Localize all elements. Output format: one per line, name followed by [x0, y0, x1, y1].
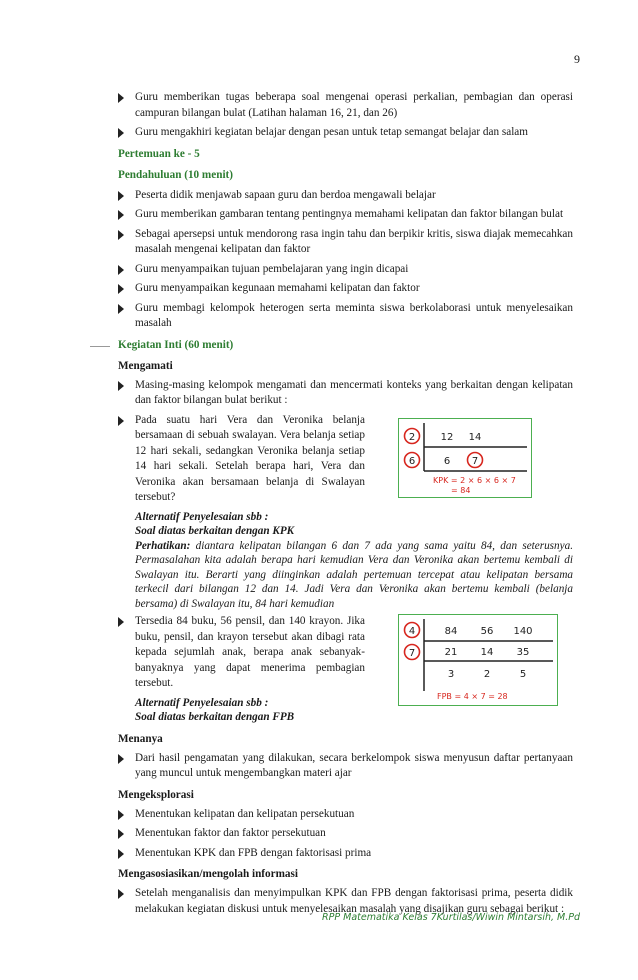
bullet-triangle-icon [118, 191, 124, 201]
bullet-triangle-icon [118, 829, 124, 839]
bullet-triangle-icon [118, 284, 124, 294]
list-item: Menentukan faktor dan faktor persekutuan [118, 826, 573, 842]
cell-value: 14 [468, 432, 482, 443]
kpk-result: = 84 [451, 486, 471, 495]
page-number: 9 [574, 52, 580, 66]
cell-value: 6 [443, 456, 451, 467]
note-text: diantara kelipatan bilangan 6 dan 7 ada yang sama yaitu 84, dan seterusnya. Permasalahan kita adalah berapa hari kemudian Vera dan Veronika akan bertemu kembali di Swalayan itu. Berarti yang diinginkan adalah pertemuan tercepat atau kelipatan bersama terkecil dari bilangan 12 dan 14. Jadi Vera dan Veronika akan bertemu kembali (belanja bersama) di Swalayan itu, 84 hari kemudian [135, 539, 573, 610]
cell-value: 5 [519, 669, 527, 680]
cell-value: 21 [444, 647, 458, 658]
kpk-figure [398, 418, 532, 498]
bullet-triangle-icon [118, 416, 124, 426]
bullet-triangle-icon [118, 210, 124, 220]
list-item: Menentukan KPK dan FPB dengan faktorisasi prima [118, 846, 573, 862]
problem-1-topic: Soal diatas berkaitan dengan KPK [135, 525, 295, 537]
list-item: Dari hasil pengamatan yang dilakukan, secara berkelompok siswa menyusun daftar pertanyaan yang muncul untuk mengembangkan materi ajar [118, 751, 573, 782]
cell-value: 3 [447, 669, 455, 680]
divisor-label: 7 [408, 648, 416, 659]
bullet-triangle-icon [118, 230, 124, 240]
associate-title: Mengasosiasikan/mengolah informasi [118, 868, 298, 880]
list-item: Peserta didik menjawab sapaan guru dan berdoa mengawali belajar [118, 188, 573, 204]
divisor-label: 4 [408, 626, 416, 637]
note-label: Perhatikan: [135, 539, 191, 552]
margin-rule [90, 346, 110, 347]
divisor-label: 6 [408, 456, 416, 467]
list-item: Setelah menganalisis dan menyimpulkan KPK dan FPB dengan faktorisasi prima, peserta didik melakukan kegiatan diskusi untuk menyelesaikan masalah yang disajikan guru sebagai berikut : [118, 886, 573, 917]
bullet-triangle-icon [118, 381, 124, 391]
footer-text: RPP Matematika Kelas 7Kurtilas/Wiwin Mintarsih, M.Pd [322, 912, 580, 923]
kpk-diagram [399, 419, 531, 497]
note-paragraph [118, 539, 573, 612]
alternative-solution-2: Alternatif Penyelesaian sbb : [135, 696, 269, 709]
list-item: Guru memberikan gambaran tentang pentingnya memahami kelipatan dan faktor bilangan bulat [118, 207, 573, 223]
cell-value: 7 [471, 456, 479, 467]
bullet-triangle-icon [118, 849, 124, 859]
list-item: Sebagai apersepsi untuk mendorong rasa ingin tahu dan berpikir kritis, siswa diajak memecahkan masalah mengenai kelipatan dan faktor [118, 227, 573, 258]
fpb-figure [398, 614, 558, 706]
cell-value: 14 [480, 647, 494, 658]
bullet-triangle-icon [118, 93, 124, 103]
bullet-triangle-icon [118, 754, 124, 764]
intro-title: Pendahuluan (10 menit) [118, 168, 233, 181]
bullet-triangle-icon [118, 617, 124, 627]
problem-1: Pada suatu hari Vera dan Veronika belanja bersamaan di sebuah swalayan. Vera belanja setiap 12 hari sekali, sedangkan Veronika belanja setiap 14 hari sekali. Setelah berapa hari, Vera dan Veronika akan bersamaan belanja di Swalayan tersebut? [118, 413, 365, 506]
problem-2: Tersedia 84 buku, 56 pensil, dan 140 krayon. Jika buku, pensil, dan krayon tersebut akan dibagi rata kepada sejumlah anak, berapa anak sebanyak-banyaknya yang dapat menerima pembagian tersebut. [118, 614, 365, 692]
problem-2-topic: Soal diatas berkaitan dengan FPB [135, 711, 295, 723]
list-item: Menentukan kelipatan dan kelipatan persekutuan [118, 807, 573, 823]
list-item: Guru membagi kelompok heterogen serta meminta siswa berkolaborasi untuk menyelesaikan masalah [118, 301, 573, 332]
meeting-title: Pertemuan ke - 5 [118, 147, 200, 160]
ask-title: Menanya [118, 732, 163, 745]
bullet-triangle-icon [118, 304, 124, 314]
list-item: Guru mengakhiri kegiatan belajar dengan pesan untuk tetap semangat belajar dan salam [118, 125, 573, 141]
bullet-triangle-icon [118, 265, 124, 275]
cell-value: 35 [516, 647, 530, 658]
cell-value: 56 [480, 626, 494, 637]
kpk-result: KPK = 2 × 6 × 6 × 7 [433, 476, 516, 485]
bullet-triangle-icon [118, 810, 124, 820]
page-content [118, 90, 573, 921]
list-item: Guru menyampaikan tujuan pembelajaran yang ingin dicapai [118, 262, 573, 278]
bullet-triangle-icon [118, 128, 124, 138]
list-item: Guru menyampaikan kegunaan memahami kelipatan dan faktor [118, 281, 573, 297]
cell-value: 12 [440, 432, 454, 443]
list-item: Guru memberikan tugas beberapa soal mengenai operasi perkalian, pembagian dan operasi campuran bilangan bulat (Latihan halaman 16, 21, dan 26) [118, 90, 573, 121]
observe-title: Mengamati [118, 359, 173, 372]
bullet-triangle-icon [118, 889, 124, 899]
fpb-diagram [399, 615, 557, 705]
divisor-label: 2 [408, 432, 416, 443]
core-title: Kegiatan Inti (60 menit) [118, 338, 234, 351]
cell-value: 84 [444, 626, 458, 637]
explore-title: Mengeksplorasi [118, 788, 194, 801]
list-item: Masing-masing kelompok mengamati dan mencermati konteks yang berkaitan dengan kelipatan dan faktor bilangan bulat berikut : [118, 378, 573, 409]
cell-value: 140 [513, 626, 533, 637]
cell-value: 2 [483, 669, 491, 680]
fpb-result: FPB = 4 × 7 = 28 [437, 692, 508, 701]
alternative-solution-1: Alternatif Penyelesaian sbb : [135, 510, 269, 523]
